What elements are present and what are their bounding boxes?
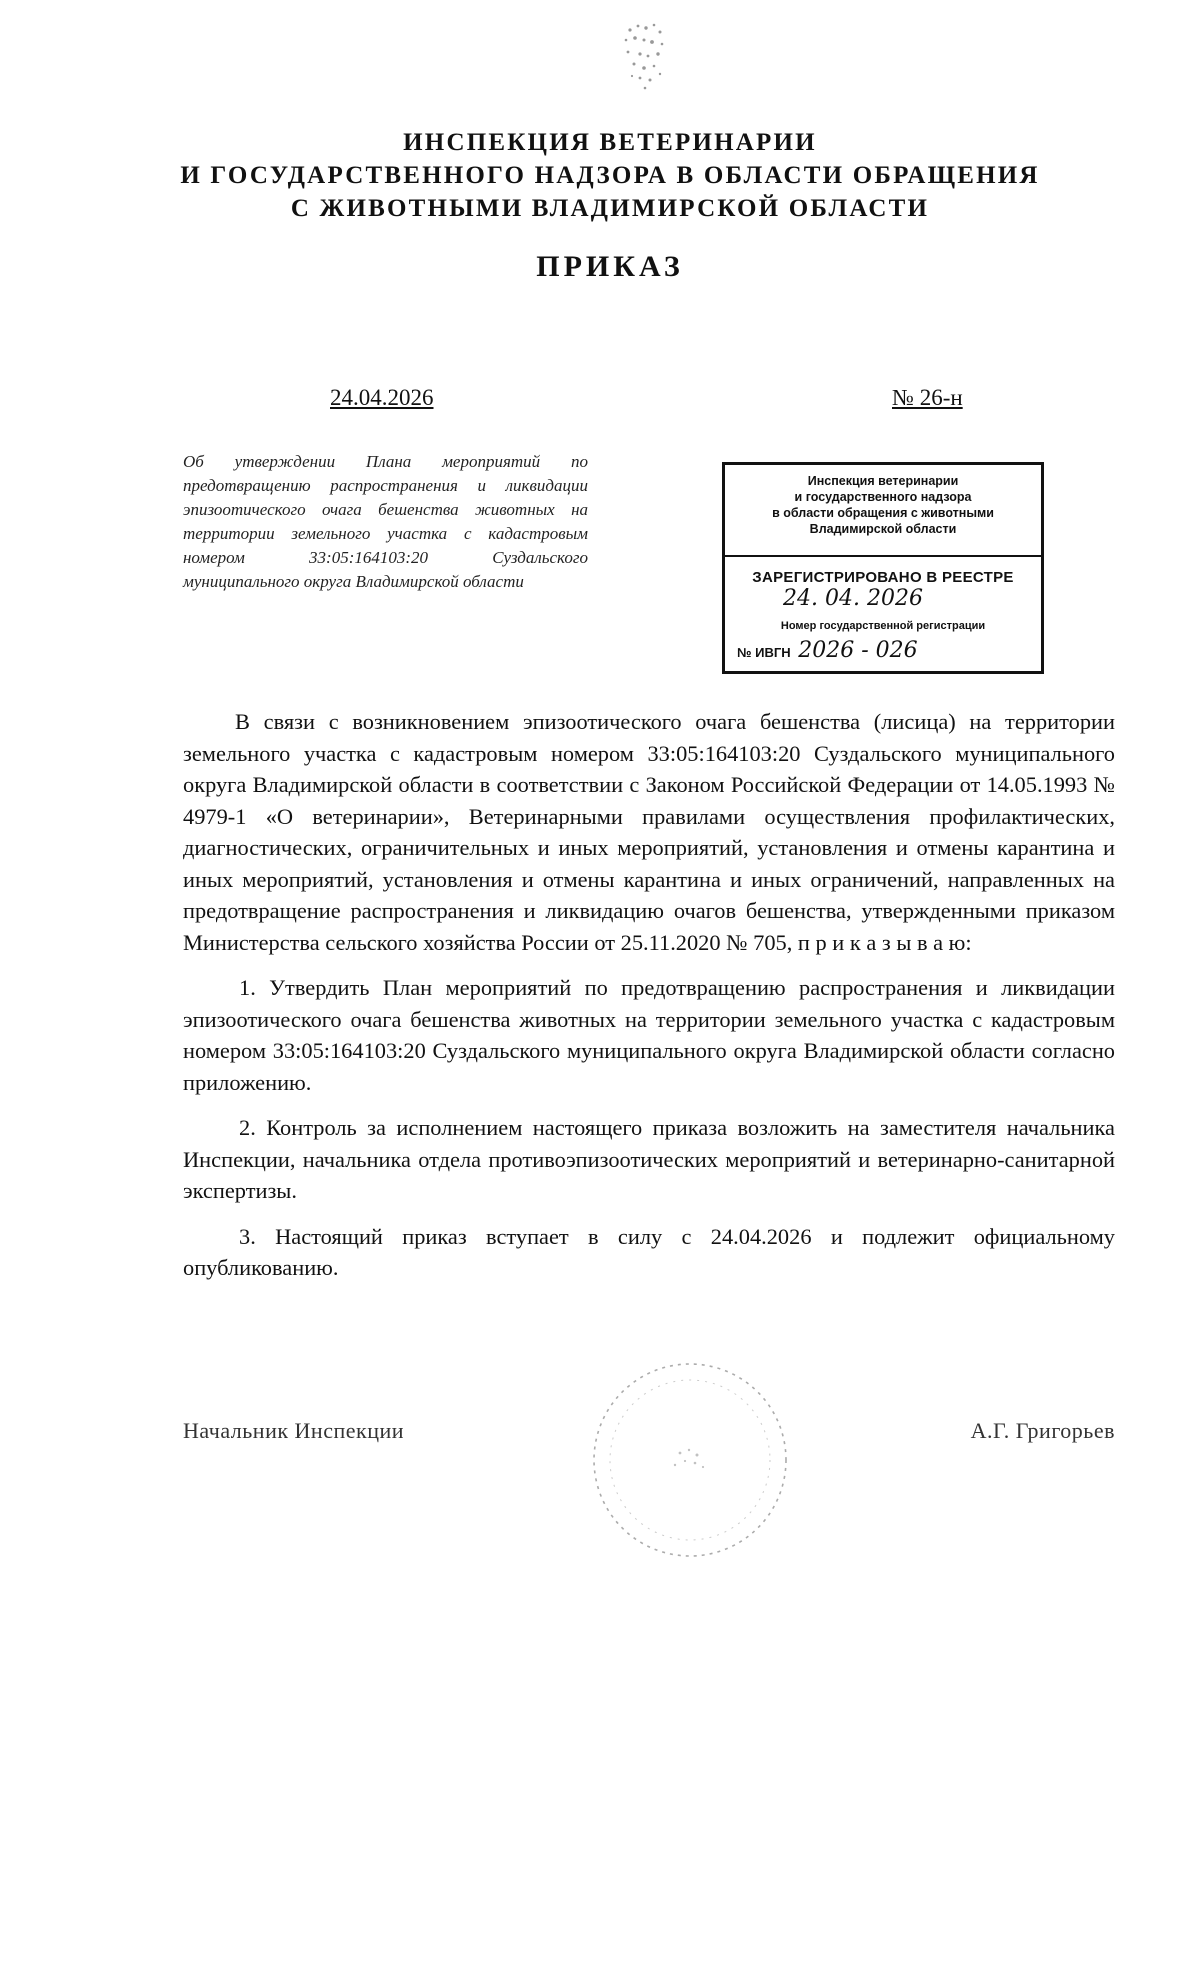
body-paragraph-item-2: 2. Контроль за исполнением настоящего приказа возложить на заместителя начальника Инспекции, начальника отдела противоэпизоотических мероприятий и ветеринарно-санитарной экспертизы. [183,1115,1115,1203]
official-seal [585,1355,795,1565]
header-line-3: С ЖИВОТНЫМИ ВЛАДИМИРСКОЙ ОБЛАСТИ [290,195,930,222]
stamp-org-line-4: Владимирской области [809,522,957,536]
stamp-number-label: Номер государственной регистрации [780,620,986,632]
stamp-number-prefix: № ИВГН [737,645,791,660]
signature-block [183,1418,1115,1458]
body-paragraph-preamble: В связи с возникновением эпизоотического очага бешенства (лисица) на территории земельного участка с кадастровым номером 33:05:164103:20 Суздальского муниципального округа Владимирской области в соответствии с Законом Российской Федерации от 14.05.1993 № 4979-1 «О ветеринарии», Ветеринарными правилами осуществления профилактических, диагностических, ограничительных и иных мероприятий, установления и отмены карантина и иных мероприятий, установления и отмены карантина и иных ограничений, направленных на предотвращение распространения и ликвидацию очагов бешенства, утвержденными приказом Министерства сельского хозяйства России от 25.11.2020 № 705, п р и к а з ы в а ю: [183,709,1115,955]
coat-of-arms-emblem [610,18,680,98]
header-line-2: И ГОСУДАРСТВЕННОГО НАДЗОРА В ОБЛАСТИ ОБРАЩЕНИЯ [180,162,1040,189]
stamp-number-row [737,638,1041,663]
organization-header [150,126,1070,225]
registration-stamp [722,462,1044,674]
document-body [183,706,1115,1298]
stamp-registered-label: ЗАРЕГИСТРИРОВАНО В РЕЕСТРЕ [752,569,1014,586]
header-line-1: ИНСПЕКЦИЯ ВЕТЕРИНАРИИ [403,129,817,156]
body-paragraph-item-3: 3. Настоящий приказ вступает в силу с 24.04.2026 и подлежит официальному опубликованию. [183,1223,1115,1280]
document-number: № 26-н [892,385,963,410]
stamp-org-line-3: в области обращения с животными [772,506,994,520]
stamp-org-line-1: Инспекция ветеринарии [807,474,959,488]
registration-stamp-org [725,465,1041,557]
body-paragraph-item-1: 1. Утвердить План мероприятий по предотвращению распространения и ликвидации эпизоотического очага бешенства животных на территории земельного участка с кадастровым номером 33:05:164103:20 Суздальского муниципального округа Владимирской области согласно приложению. [183,975,1115,1095]
document-date: 24.04.2026 [330,385,434,410]
stamp-number-value: 2026 - 026 [798,638,918,663]
stamp-date-row [743,586,1023,618]
stamp-registered-date: 24. 04. 2026 [783,586,923,611]
document-title: ПРИКАЗ [536,250,684,283]
signatory-name: А.Г. Григорьев [970,1418,1115,1443]
document-subject: Об утверждении Плана мероприятий по предотвращению распространения и ликвидации эпизоотического очага бешенства животных на территории земельного участка с кадастровым номером 33:05:164103:20 Суздальского муниципального округа Владимирской области [183,452,588,591]
signatory-position: Начальник Инспекции [183,1418,405,1443]
stamp-org-line-2: и государственного надзора [794,490,972,504]
